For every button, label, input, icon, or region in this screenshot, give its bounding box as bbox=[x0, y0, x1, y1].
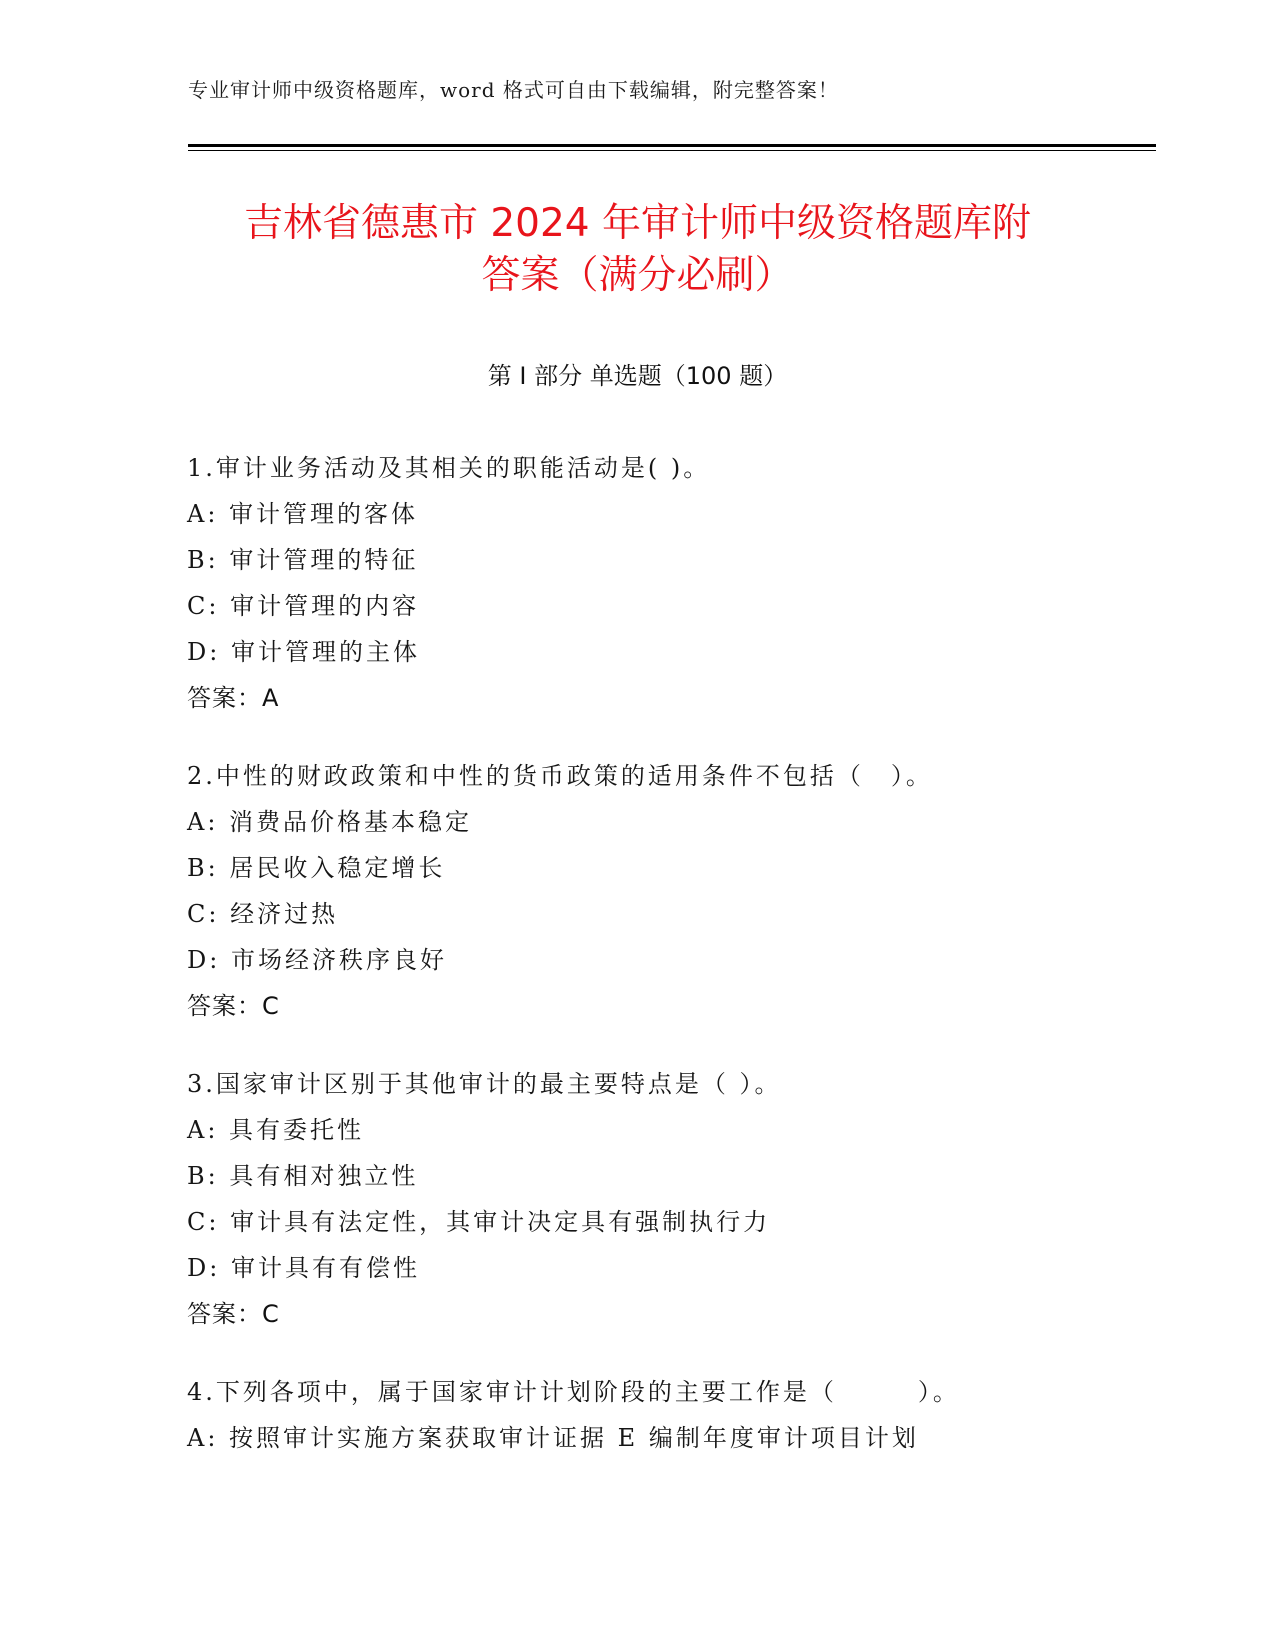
header-rule-thick bbox=[188, 144, 1156, 147]
question-4 bbox=[187, 1369, 1147, 1461]
option-a: A: 审计管理的客体 bbox=[187, 500, 419, 528]
option-c: C: 经济过热 bbox=[187, 900, 339, 928]
answer: 答案：C bbox=[187, 992, 280, 1020]
option-d: D: 市场经济秩序良好 bbox=[187, 946, 447, 974]
question-3 bbox=[187, 1061, 1147, 1337]
answer: 答案：C bbox=[187, 1300, 280, 1328]
header-rule-thin bbox=[188, 150, 1156, 151]
question-stem: 1.审计业务活动及其相关的职能活动是( )。 bbox=[187, 454, 711, 482]
option-a: A: 消费品价格基本稳定 bbox=[187, 808, 473, 836]
header-note: 专业审计师中级资格题库，word 格式可自由下载编辑，附完整答案！ bbox=[188, 78, 839, 102]
option-a: A: 按照审计实施方案获取审计证据 E 编制年度审计项目计划 bbox=[187, 1424, 919, 1452]
option-c: C: 审计具有法定性，其审计决定具有强制执行力 bbox=[187, 1208, 771, 1236]
part-heading: 第 I 部分 单选题（100 题） bbox=[487, 362, 788, 390]
option-d: D: 审计具有有偿性 bbox=[187, 1254, 420, 1282]
question-2 bbox=[187, 753, 1147, 1029]
document-title bbox=[150, 198, 1125, 302]
question-list bbox=[187, 445, 1147, 1493]
option-b: B: 居民收入稳定增长 bbox=[187, 854, 446, 882]
document-title-line-1: 吉林省德惠市 2024 年审计师中级资格题库附 bbox=[243, 201, 1032, 246]
question-stem: 4.下列各项中，属于国家审计计划阶段的主要工作是（ ）。 bbox=[187, 1378, 960, 1406]
option-b: B: 审计管理的特征 bbox=[187, 546, 419, 574]
answer: 答案：A bbox=[187, 684, 280, 712]
option-b: B: 具有相对独立性 bbox=[187, 1162, 419, 1190]
option-c: C: 审计管理的内容 bbox=[187, 592, 420, 620]
document-title-line-2: 答案（满分必刷） bbox=[481, 253, 794, 298]
option-a: A: 具有委托性 bbox=[187, 1116, 365, 1144]
question-1 bbox=[187, 445, 1147, 721]
question-stem: 3.国家审计区别于其他审计的最主要特点是（ ）。 bbox=[187, 1070, 782, 1098]
option-d: D: 审计管理的主体 bbox=[187, 638, 420, 666]
question-stem: 2.中性的财政政策和中性的货币政策的适用条件不包括（ ）。 bbox=[187, 762, 933, 790]
